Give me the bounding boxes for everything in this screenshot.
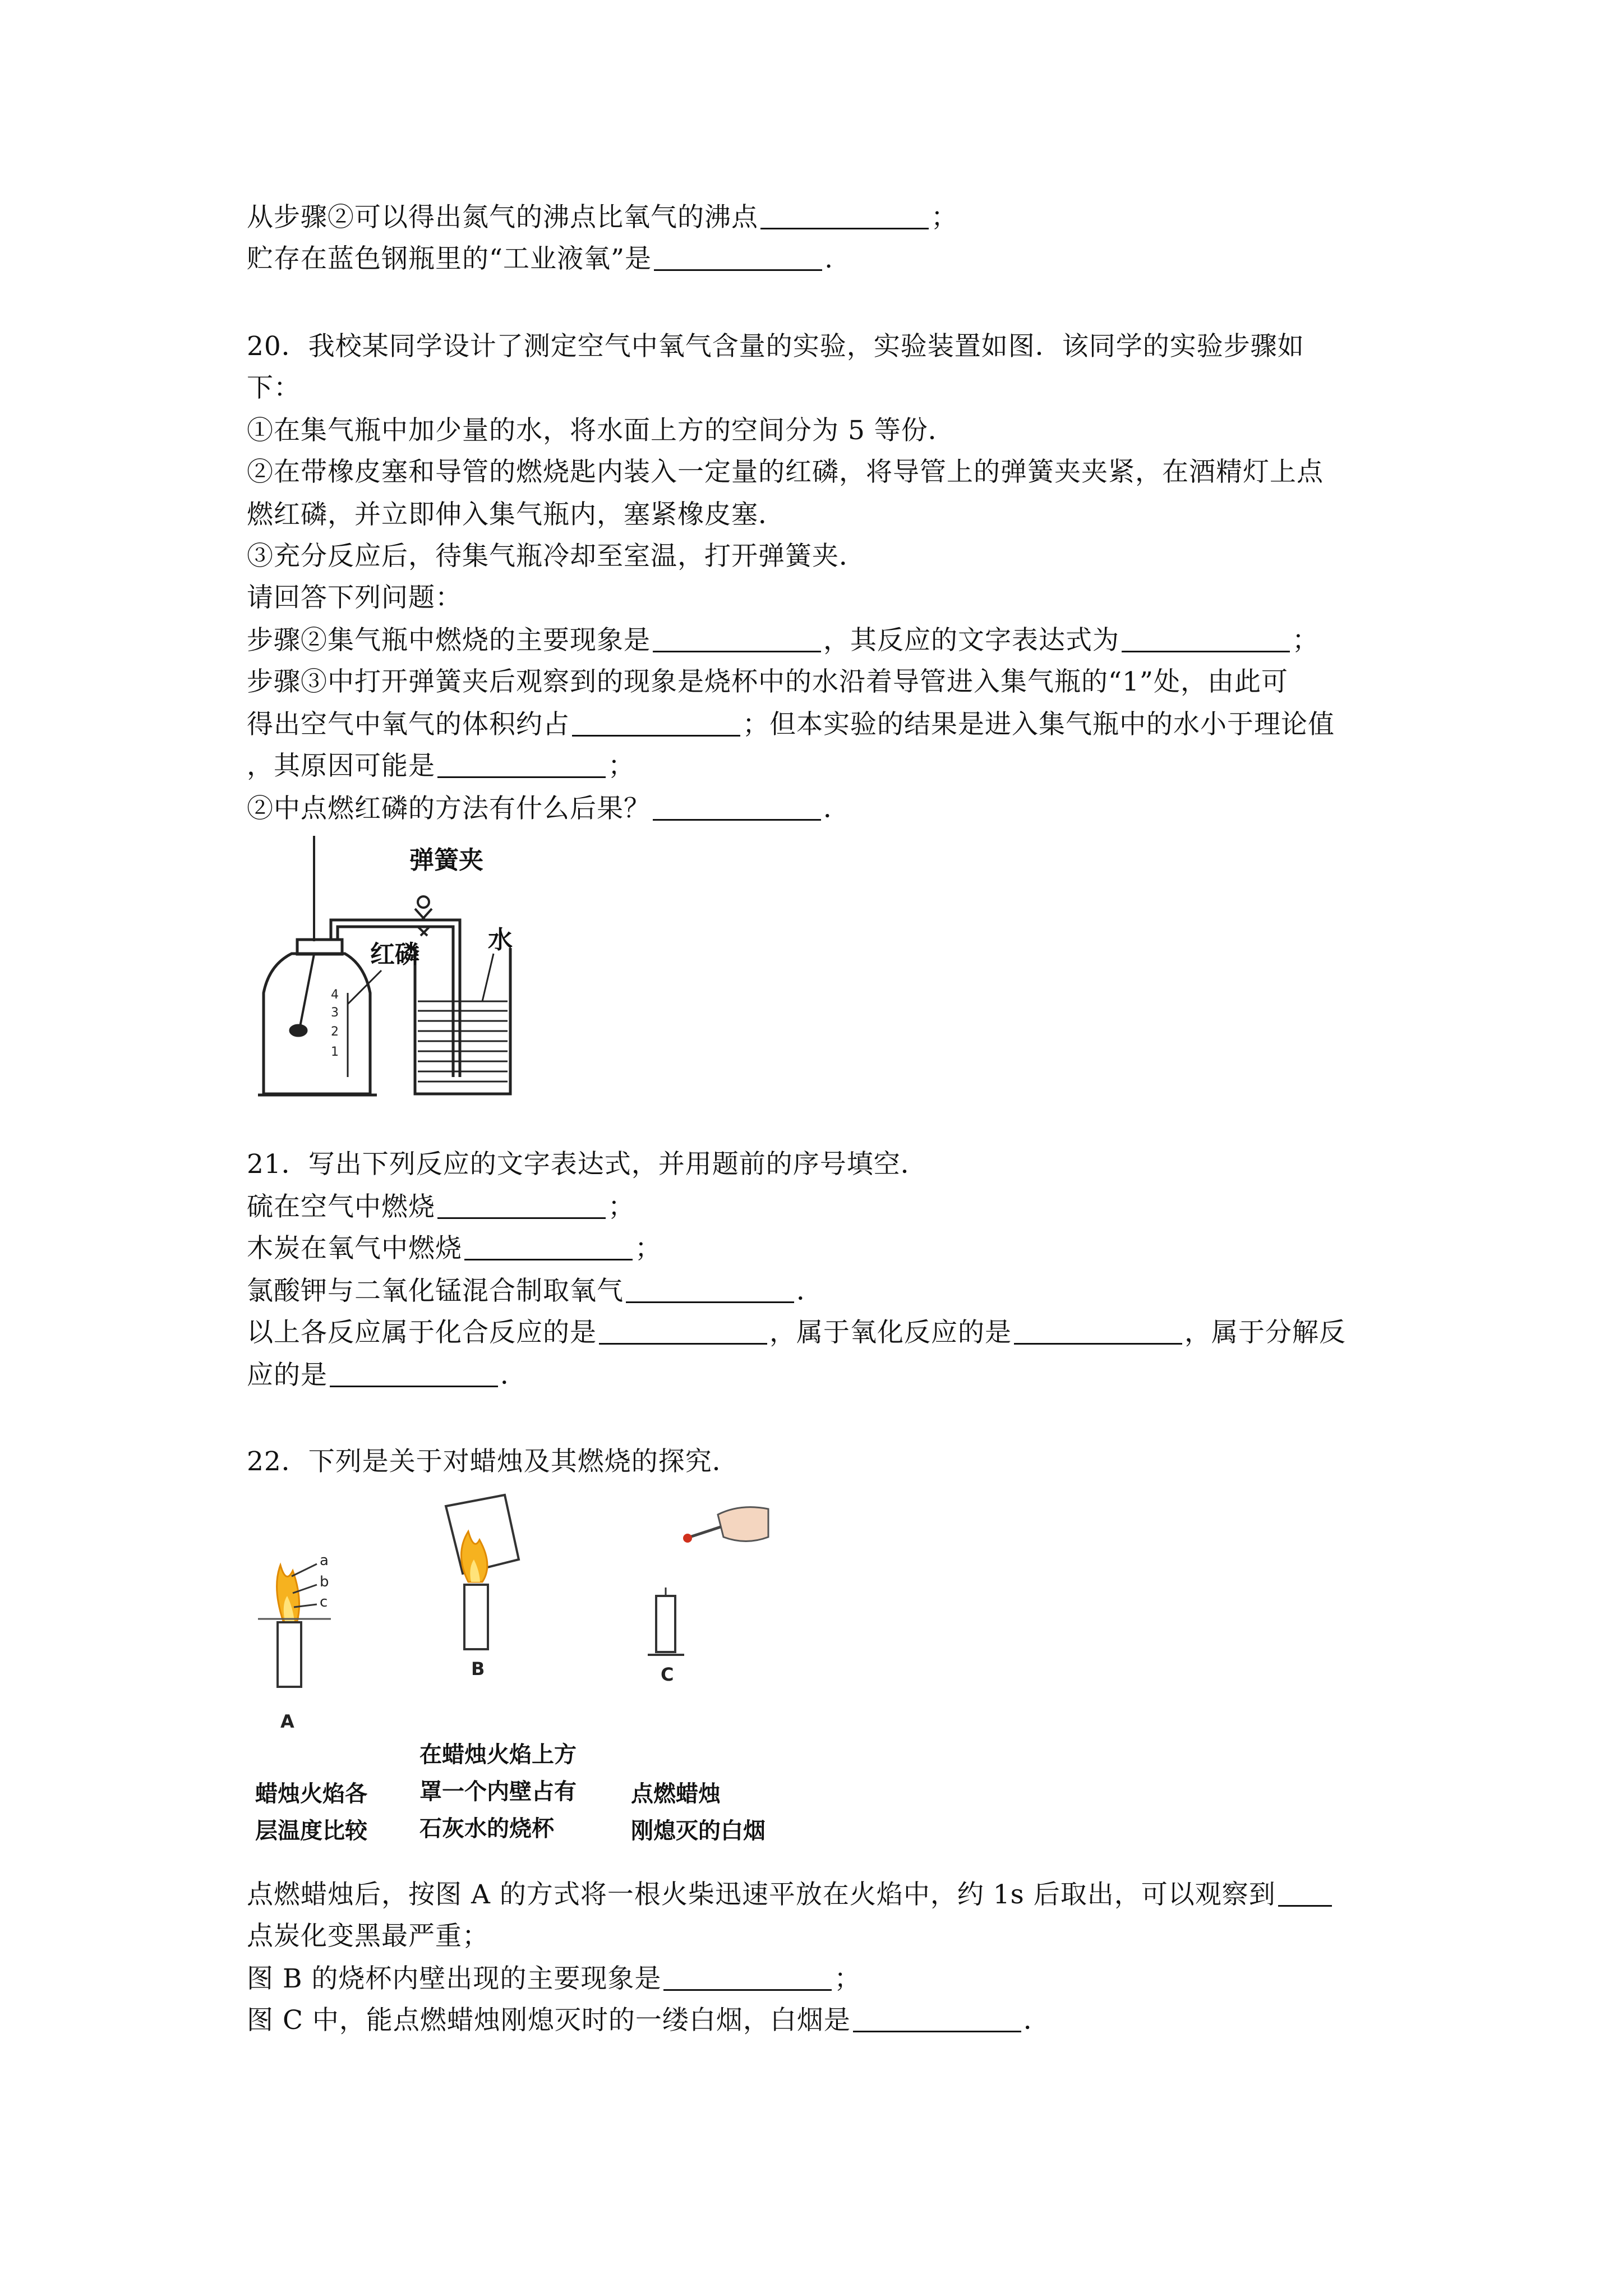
label-red-phosphorus: 红磷 [370,940,419,969]
q20-question-3: ，其原因可能是 ； [247,751,635,781]
q21-stem: 21．写出下列反应的文字表达式，并用题前的序号填空． [247,1149,928,1180]
answer-blank [330,1361,498,1387]
flame-layer-a: a [320,1552,329,1569]
answer-blank [1278,1880,1332,1907]
gas-jar-outline [264,954,370,1094]
q21-item-4: 以上各反应属于化合反应的是 ，属于氧化反应的是 ，属于分解反 [247,1317,1346,1348]
q22-question-1: 点燃蜡烛后，按图 A 的方式将一根火柴迅速平放在火焰中，约 1s 后取出，可以观察到 [247,1878,1334,1912]
q20-step-3: ③充分反应后，待集气瓶冷却至室温，打开弹簧夹． [247,541,866,572]
q19-line-1: 从步骤②可以得出氮气的沸点比氧气的沸点 ； [247,202,958,233]
caption-c: 点燃蜡烛 刚熄灭的白烟 [631,1781,766,1844]
scale-mark: 3 [331,1006,339,1020]
q22-stem: 22．下列是关于对蜡烛及其燃烧的探究． [247,1446,739,1477]
q22-question-3: 图 C 中，能点燃蜡烛刚熄灭时的一缕白烟，白烟是 ． [247,2005,1050,2036]
q20-stem: 20．我校某同学设计了测定空气中氧气含量的实验，实验装置如图．该同学的实验步骤如 [247,331,1304,362]
answer-blank [1122,626,1290,652]
scale-mark: 2 [331,1025,339,1039]
candle-figures [247,1492,796,1756]
answer-blank [626,1277,794,1303]
answer-blank [653,626,821,652]
label-water: 水 [488,926,513,954]
q20-question-4: ②中点燃红磷的方法有什么后果？ ． [247,793,850,824]
candle-b [446,1495,519,1649]
scale-mark: 4 [331,988,339,1002]
q22-question-1-cont: 点炭化变黑最严重； [247,1921,489,1952]
q21-item-3: 氯酸钾与二氧化锰混合制取氧气 ． [247,1276,823,1306]
figure-tag-c: C [661,1664,674,1685]
q19-line-2: 贮存在蓝色钢瓶里的“工业液氧”是 . [247,243,834,274]
answer-blank [853,2006,1021,2032]
q21-item-2: 木炭在氧气中燃烧 ； [247,1233,662,1264]
q19-text: 贮存在蓝色钢瓶里的“工业液氧”是 [247,243,652,274]
q20-step-2: ②在带橡皮塞和导管的燃烧匙内装入一定量的红磷，将导管上的弹簧夹夹紧，在酒精灯上点 [247,457,1324,487]
q20-question-1: 步骤②集气瓶中燃烧的主要现象是 ，其反应的文字表达式为 ； [247,625,1319,656]
flame-layer-b: b [320,1573,329,1590]
q20-stem-cont: 下： [247,372,301,403]
q19-text: 从步骤②可以得出氮气的沸点比氧气的沸点 [247,202,758,233]
label-spring-clamp: 弹簧夹 [409,846,483,875]
q20-prompt: 请回答下列问题： [247,582,462,613]
q20-step-1: ①在集气瓶中加少量的水，将水面上方的空间分为 5 等份． [247,415,955,446]
answer-blank [437,752,606,778]
q20-question-2: 步骤③中打开弹簧夹后观察到的现象是烧杯中的水沿着导管进入集气瓶的“1”处，由此可 [247,666,1288,697]
answer-blank [654,245,822,271]
caption-b: 在蜡烛火焰上方 罩一个内壁占有 石灰水的烧杯 [419,1742,577,1842]
q21-item-1: 硫在空气中燃烧 ； [247,1191,635,1222]
answer-blank [464,1234,633,1260]
scale-mark: 1 [331,1045,339,1059]
q21-item-4-cont: 应的是 ． [247,1360,527,1391]
answer-blank [663,1964,832,1991]
flame-layer-c: c [320,1594,328,1611]
rubber-stopper [297,940,342,954]
q20-step-2-cont: 燃红磷，并立即伸入集气瓶内，塞紧橡皮塞． [247,499,785,530]
answer-blank [1014,1318,1182,1345]
oxygen-apparatus-figure [247,836,561,1099]
figure-tag-b: B [471,1658,485,1680]
figure-tag-a: A [280,1711,294,1732]
answer-blank [760,203,929,229]
caption-a: 蜡烛火焰各 层温度比较 [255,1781,367,1844]
answer-blank [437,1193,606,1219]
answer-blank [599,1318,767,1345]
candle-c [648,1507,768,1655]
answer-blank [572,710,740,737]
q22-question-2: 图 B 的烧杯内壁出现的主要现象是 ； [247,1963,861,1994]
q20-question-2-cont: 得出空气中氧气的体积约占 ；但本实验的结果是进入集气瓶中的水小于理论值 [247,709,1335,740]
answer-blank [653,794,821,821]
